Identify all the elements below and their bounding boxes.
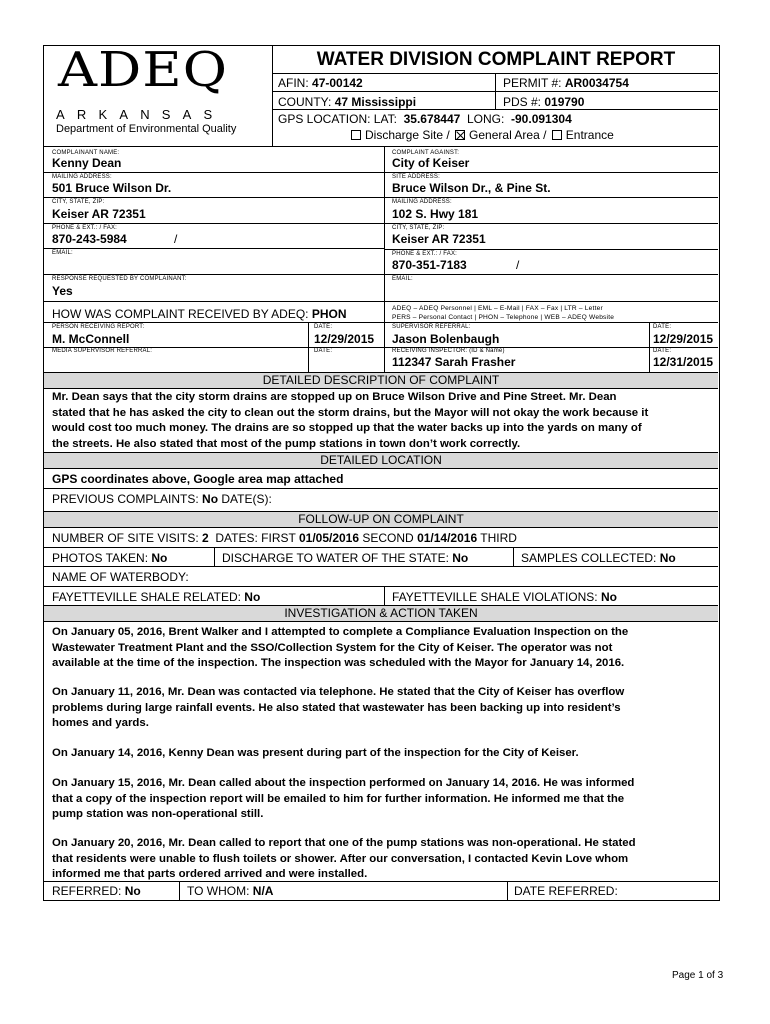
receiving-inspector: 112347 Sarah Frasher bbox=[392, 355, 516, 369]
shale-related: FAYETTEVILLE SHALE RELATED: No bbox=[52, 590, 261, 604]
permit-row: PERMIT #: AR0034754 bbox=[503, 76, 629, 90]
logo-state: ARKANSAS bbox=[56, 107, 225, 122]
received-date-label: DATE: bbox=[314, 324, 333, 330]
afin-value: 47-00142 bbox=[312, 76, 363, 90]
against-mailing: 102 S. Hwy 181 bbox=[392, 207, 479, 221]
logo-department: Department of Environmental Quality bbox=[56, 123, 237, 135]
complainant-email-label: EMAIL: bbox=[52, 250, 73, 256]
site-type-row: Discharge Site / General Area / Entrance bbox=[349, 128, 614, 142]
against-phone-sep: / bbox=[516, 258, 520, 272]
investigation-paragraph-1: On January 05, 2016, Brent Walker and I attempted to complete a Compliance Evaluation Inspection on the Wastewater Treatment Plant and the SSO/Collection System for the City of Keiser. The operator was not available at the time of the inspection. The inspection was scheduled with the Mayor for January 14, 2016. bbox=[52, 626, 629, 670]
inspector-date-label: DATE: bbox=[653, 348, 672, 354]
photos-taken: PHOTOS TAKEN: No bbox=[52, 551, 168, 565]
description-heading: DETAILED DESCRIPTION OF COMPLAINT bbox=[44, 372, 718, 389]
supervisor-date-label: DATE: bbox=[653, 324, 672, 330]
investigation-heading: INVESTIGATION & ACTION TAKEN bbox=[44, 605, 718, 622]
site-address: Bruce Wilson Dr., & Pine St. bbox=[392, 181, 551, 195]
gps-row: GPS LOCATION: LAT: 35.678447 LONG: -90.091304 bbox=[278, 112, 572, 126]
discharge-site-checkbox[interactable] bbox=[351, 130, 361, 140]
investigation-paragraph-3: On January 14, 2016, Kenny Dean was present during part of the inspection for the City of Keiser. bbox=[52, 747, 579, 759]
against-name: City of Keiser bbox=[392, 156, 470, 170]
permit-value: AR0034754 bbox=[564, 76, 629, 90]
samples-collected: SAMPLES COLLECTED: No bbox=[521, 551, 676, 565]
site-address-label: SITE ADDRESS: bbox=[392, 174, 440, 180]
county-value: 47 Mississippi bbox=[334, 95, 417, 109]
against-phone-label: PHONE & EXT.: / FAX: bbox=[392, 251, 458, 257]
supervisor-date: 12/29/2015 bbox=[653, 332, 714, 346]
complainant-phone-sep: / bbox=[174, 232, 178, 246]
location-heading: DETAILED LOCATION bbox=[44, 452, 718, 469]
against-mailing-label: MAILING ADDRESS: bbox=[392, 199, 452, 205]
complainant-mailing: 501 Bruce Wilson Dr. bbox=[52, 181, 172, 195]
receiving-inspector-label: RECEIVING INSPECTOR: (ID & Name) bbox=[392, 348, 505, 354]
shale-violations: FAYETTEVILLE SHALE VIOLATIONS: No bbox=[392, 590, 617, 604]
person-receiving-label: PERSON RECEIVING REPORT: bbox=[52, 324, 145, 330]
against-email-label: EMAIL: bbox=[392, 276, 413, 282]
pds-row: PDS #: 019790 bbox=[503, 95, 585, 109]
complainant-city-label: CITY, STATE, ZIP: bbox=[52, 199, 105, 205]
supervisor-referral-label: SUPERVISOR REFERRAL: bbox=[392, 324, 471, 330]
complaint-report-form bbox=[43, 42, 720, 901]
county-row: COUNTY: 47 Mississippi bbox=[278, 95, 417, 109]
page-number: Page 1 of 3 bbox=[672, 970, 724, 981]
how-received-row: HOW WAS COMPLAINT RECEIVED BY ADEQ: PHON bbox=[52, 307, 347, 321]
received-date: 12/29/2015 bbox=[314, 332, 375, 346]
waterbody-name: NAME OF WATERBODY: bbox=[52, 570, 189, 584]
referred-to-whom: TO WHOM: N/A bbox=[187, 884, 274, 898]
person-receiving: M. McConnell bbox=[52, 332, 130, 346]
media-date-label: DATE: bbox=[314, 348, 333, 354]
received-legend-line1: ADEQ – ADEQ Personnel | EML – E-Mail | FAX – Fax | LTR – Letter bbox=[392, 305, 603, 312]
previous-complaints-row: PREVIOUS COMPLAINTS: No DATE(S): bbox=[52, 492, 272, 506]
discharge-to-water: DISCHARGE TO WATER OF THE STATE: No bbox=[222, 551, 469, 565]
pds-value: 019790 bbox=[544, 95, 585, 109]
adeq-logo bbox=[44, 42, 274, 146]
complainant-city: Keiser AR 72351 bbox=[52, 207, 146, 221]
site-visits-row: NUMBER OF SITE VISITS: 2 DATES: FIRST 01/05/2016 SECOND 01/14/2016 THIRD bbox=[52, 531, 517, 545]
complainant-phone: 870-243-5984 bbox=[52, 232, 127, 246]
complainant-name: Kenny Dean bbox=[52, 156, 122, 170]
description-text: Mr. Dean says that the city storm drains are stopped up on Bruce Wilson Drive and Pine Street. Mr. Dean stated that he has asked the city to clean out the storm drains, but the Mayor will not okay the work because it would cost too much money. The drains are so stopped up that the water backs up into the yards on many of the streets. He also stated that most of the pump stations in town don’t work correctly. bbox=[52, 391, 649, 450]
complainant-mailing-label: MAILING ADDRESS: bbox=[52, 174, 112, 180]
long-value: -90.091304 bbox=[511, 112, 572, 126]
how-received-value: PHON bbox=[311, 307, 347, 321]
against-label: COMPLAINT AGAINST: bbox=[392, 150, 460, 156]
complainant-phone-label: PHONE & EXT.: / FAX: bbox=[52, 225, 118, 231]
logo-wordmark: ADEQ bbox=[58, 42, 228, 98]
against-city: Keiser AR 72351 bbox=[392, 232, 486, 246]
afin-row: AFIN: 47-00142 bbox=[278, 76, 363, 90]
report-title: WATER DIVISION COMPLAINT REPORT bbox=[316, 49, 676, 70]
inspector-date: 12/31/2015 bbox=[653, 355, 714, 369]
investigation-paragraph-2: On January 11, 2016, Mr. Dean was contacted via telephone. He stated that the City of Keiser has overflow problems during large rainfall events. He also stated that wastewater has been backing up into resident’s homes and yards. bbox=[52, 686, 625, 730]
response-requested: Yes bbox=[52, 284, 73, 298]
received-legend-line2: PERS – Personal Contact | PHON – Telephone | WEB – ADEQ Website bbox=[392, 314, 615, 321]
lat-value: 35.678447 bbox=[403, 112, 461, 126]
location-text: GPS coordinates above, Google area map attached bbox=[52, 472, 344, 486]
response-requested-label: RESPONSE REQUESTED BY COMPLAINANT: bbox=[52, 276, 187, 282]
referred: REFERRED: No bbox=[52, 884, 141, 898]
against-city-label: CITY, STATE, ZIP: bbox=[392, 225, 445, 231]
investigation-paragraph-5: On January 20, 2016, Mr. Dean called to report that one of the pump stations was non-operational. He stated that residents were unable to flush toilets or shower. After our conversation, I contacted Kevin Love whom informed me that parts ordered arrived and were installed. bbox=[52, 837, 636, 881]
followup-heading: FOLLOW-UP ON COMPLAINT bbox=[44, 511, 718, 528]
supervisor-referral: Jason Bolenbaugh bbox=[392, 332, 500, 346]
previous-complaints: No bbox=[202, 492, 219, 506]
date-referred: DATE REFERRED: bbox=[514, 884, 618, 898]
general-area-checkbox[interactable] bbox=[455, 130, 465, 140]
investigation-paragraph-4: On January 15, 2016, Mr. Dean called about the inspection performed on January 14, 2016. He was informed that a copy of the inspection report will be emailed to him for further information. He informed me that the pump station was non-operational still. bbox=[52, 777, 635, 821]
media-supervisor-label: MEDIA SUPERVISOR REFERRAL: bbox=[52, 348, 153, 354]
against-phone: 870-351-7183 bbox=[392, 258, 467, 272]
complainant-name-label: COMPLAINANT NAME: bbox=[52, 150, 120, 156]
entrance-checkbox[interactable] bbox=[552, 130, 562, 140]
